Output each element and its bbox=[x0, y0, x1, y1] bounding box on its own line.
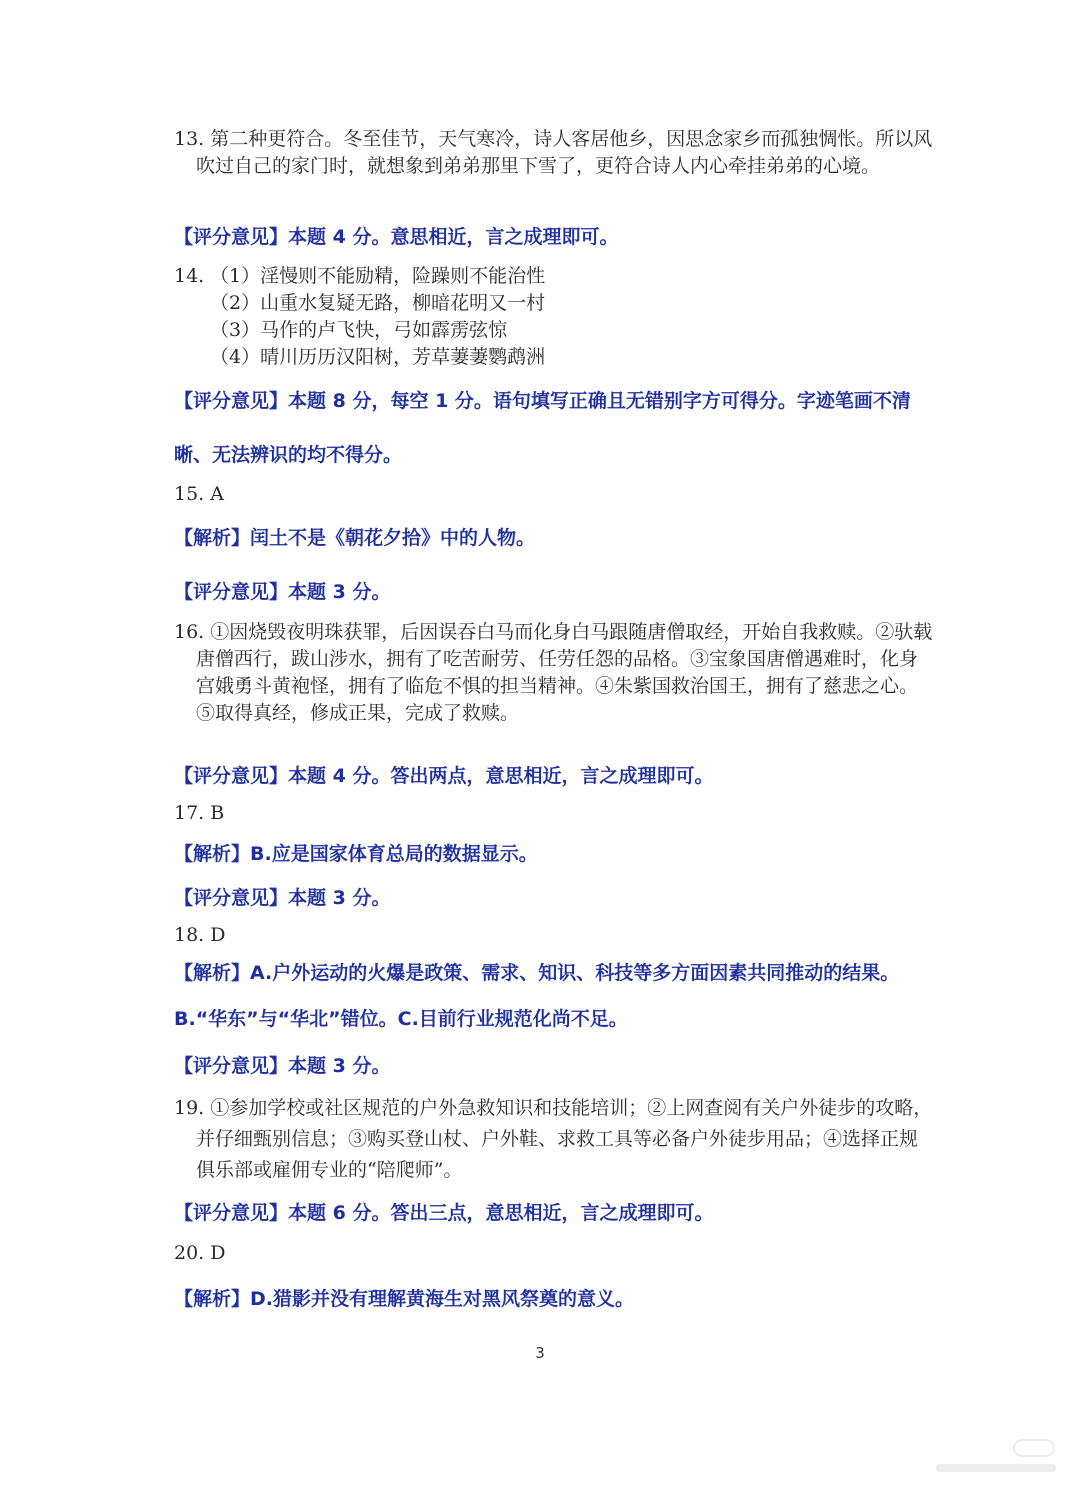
q13-answer bbox=[174, 126, 934, 180]
q18-score: 【评分意见】本题 3 分。 bbox=[174, 1055, 391, 1077]
q18-analysis: 【解析】A.户外运动的火爆是政策、需求、知识、科技等多方面因素共同推动的结果。B.“华东”与“华北”错位。C.目前行业规范化尚不足。 bbox=[174, 962, 900, 1030]
q14-answer bbox=[174, 263, 934, 371]
q13-score: 【评分意见】本题 4 分。意思相近，言之成理即可。 bbox=[174, 226, 619, 248]
q20-answer: 20. D bbox=[174, 1242, 226, 1264]
q14-line-1: （1）淫慢则不能励精，险躁则不能治性 bbox=[210, 265, 546, 287]
page-number: 3 bbox=[535, 1344, 545, 1362]
q14-score: 【评分意见】本题 8 分，每空 1 分。语句填写正确且无错别字方可得分。字迹笔画不清晰、无法辨识的均不得分。 bbox=[174, 390, 911, 466]
q13-text: 13. 第二种更符合。冬至佳节，天气寒冷，诗人客居他乡，因思念家乡而孤独惆怅。所以风吹过自己的家门时，就想象到弟弟那里下雪了，更符合诗人内心牵挂弟弟的心境。 bbox=[174, 128, 933, 177]
q16-text: 16. ①因烧毁夜明珠获罪，后因误吞白马而化身白马跟随唐僧取经，开始自我救赎。②驮载唐僧西行，跋山涉水，拥有了吃苦耐劳、任劳任怨的品格。③宝象国唐僧遇难时，化身宫娥勇斗黄袍怪，拥有了临危不惧的担当精神。④朱紫国救治国王，拥有了慈悲之心。⑤取得真经，修成正果，完成了救赎。 bbox=[174, 621, 933, 724]
q16-score: 【评分意见】本题 4 分。答出两点，意思相近，言之成理即可。 bbox=[174, 765, 714, 787]
q17-answer: 17. B bbox=[174, 802, 225, 824]
q18-answer: 18. D bbox=[174, 924, 226, 946]
q14-label: 14. bbox=[174, 265, 205, 287]
q14-line-4: （4）晴川历历汉阳树，芳草萋萋鹦鹉洲 bbox=[210, 346, 546, 368]
q14-line-3: （3）马作的卢飞快，弓如霹雳弦惊 bbox=[210, 319, 508, 341]
q14-line-2: （2）山重水复疑无路，柳暗花明又一村 bbox=[210, 292, 546, 314]
q16-answer bbox=[174, 619, 934, 727]
q19-score: 【评分意见】本题 6 分。答出三点，意思相近，言之成理即可。 bbox=[174, 1202, 714, 1224]
q17-analysis: 【解析】B.应是国家体育总局的数据显示。 bbox=[174, 843, 538, 865]
q15-score: 【评分意见】本题 3 分。 bbox=[174, 581, 391, 603]
q19-answer bbox=[174, 1093, 934, 1186]
watermark-logo-icon bbox=[916, 1438, 1066, 1478]
q15-analysis: 【解析】闰土不是《朝花夕拾》中的人物。 bbox=[174, 527, 536, 549]
q19-text: 19. ①参加学校或社区规范的户外急救知识和技能培训；②上网查阅有关户外徒步的攻略，并仔细甄别信息；③购买登山杖、户外鞋、求救工具等必备户外徒步用品；④选择正规俱乐部或雇佣专业的“陪爬师”。 bbox=[174, 1097, 933, 1181]
q17-score: 【评分意见】本题 3 分。 bbox=[174, 887, 391, 909]
q20-analysis: 【解析】D.猎影并没有理解黄海生对黑风祭奠的意义。 bbox=[174, 1288, 634, 1310]
q15-answer: 15. A bbox=[174, 483, 224, 505]
